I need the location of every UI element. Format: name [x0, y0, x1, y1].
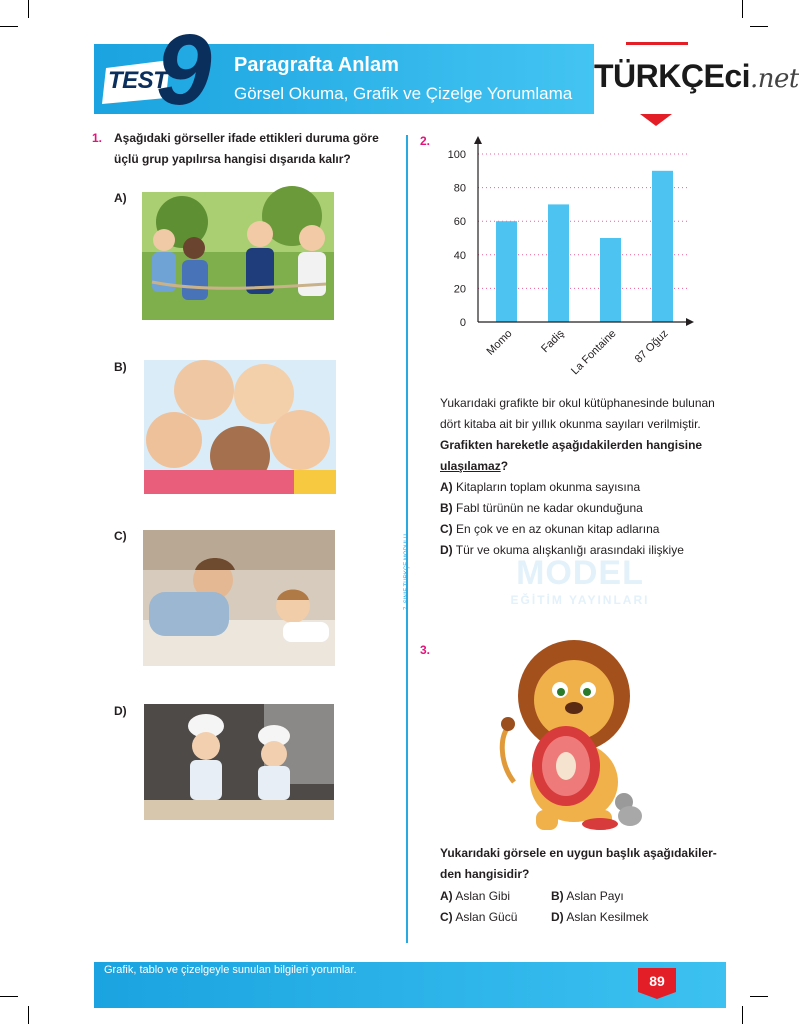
- crop-mark: [750, 996, 768, 997]
- q2-option-b-label: B): [440, 501, 453, 515]
- q2-para-line1: Yukarıdaki grafikte bir okul kütüphanesinde bulunan: [440, 396, 715, 410]
- bar-2: [600, 238, 621, 322]
- y-axis-arrow-icon: [474, 136, 482, 144]
- q3-option-b[interactable]: [551, 886, 721, 907]
- q2-question-line1: Grafikten hareketle aşağıdakilerden hangisine: [440, 438, 703, 452]
- q3-question: [440, 843, 740, 885]
- q3-option-d-label: D): [551, 910, 564, 924]
- logo-accent-bar: [626, 42, 688, 45]
- y-tick-label: 0: [459, 317, 466, 329]
- logo-arrow-icon: [640, 114, 672, 126]
- brand-logo: [594, 58, 799, 95]
- q3-option-a-text: Aslan Gibi: [455, 889, 511, 903]
- crop-mark: [28, 1006, 29, 1024]
- q2-option-d[interactable]: [440, 540, 740, 561]
- x-category-label: 87 Oğuz: [632, 327, 671, 366]
- y-tick-label: 20: [453, 283, 466, 296]
- bar-3: [652, 171, 673, 322]
- q1-option-b-photo[interactable]: [144, 360, 336, 494]
- side-note: 7. SINIF TÜRKÇE MODÜLÜ: [404, 534, 410, 610]
- q3-option-a-label: A): [440, 889, 453, 903]
- crop-mark: [28, 0, 29, 18]
- q3-option-d[interactable]: [551, 907, 721, 928]
- q3-option-c-text: Aslan Gücü: [455, 910, 518, 924]
- page-number: 89: [649, 973, 665, 989]
- page-subtitle: Görsel Okuma, Grafik ve Çizelge Yorumlama: [234, 84, 573, 103]
- q2-question-end: ?: [500, 459, 509, 473]
- q2-question-underlined: ulaşılamaz: [440, 459, 501, 473]
- q3-number: 3.: [420, 643, 431, 657]
- q1-option-c-photo[interactable]: [143, 530, 335, 666]
- footer-objective-text: Grafik, tablo ve çizelgeyle sunulan bilgileri yorumlar.: [104, 964, 357, 976]
- q1-text-line1: Aşağıdaki görseller ifade ettikleri duruma göre: [114, 131, 379, 145]
- q1-option-d-photo[interactable]: [144, 704, 334, 820]
- q2-option-a[interactable]: [440, 477, 740, 498]
- q2-option-b[interactable]: [440, 498, 740, 519]
- q1-text: [114, 128, 394, 170]
- crop-mark: [0, 26, 18, 27]
- q2-para-line2: dört kitaba ait bir yıllık okunma sayıları verilmiştir.: [440, 417, 701, 431]
- test-label: TEST: [108, 67, 168, 94]
- q2-option-d-text: Tür ve okuma alışkanlığı arasındaki ilişkiye: [455, 543, 684, 557]
- q2-option-d-label: D): [440, 543, 453, 557]
- crop-mark: [0, 996, 18, 997]
- y-tick-label: 40: [453, 249, 466, 262]
- q2-option-a-text: Kitapların toplam okunma sayısına: [456, 480, 641, 494]
- q1-text-line2: üçlü grup yapılırsa hangisi dışarıda kalır?: [114, 152, 351, 166]
- q1-option-a-label[interactable]: A): [114, 191, 127, 205]
- q3-question-line1: Yukarıdaki görsele en uygun başlık aşağıdakiler-: [440, 846, 717, 860]
- crop-mark: [750, 26, 768, 27]
- y-tick-label: 100: [447, 149, 466, 161]
- q3-option-d-text: Aslan Kesilmek: [566, 910, 649, 924]
- lion-with-meat-illustration: [494, 632, 654, 838]
- father-son-on-carpet-image: [143, 530, 335, 666]
- q2-option-c[interactable]: [440, 519, 740, 540]
- watermark-big: MODEL: [516, 554, 644, 592]
- q2-paragraph: [440, 393, 730, 477]
- q3-option-b-label: B): [551, 889, 564, 903]
- q2-question-line2: [440, 456, 730, 477]
- q3-option-b-text: Aslan Payı: [566, 889, 624, 903]
- logo-main-text: TÜRKÇEci: [594, 58, 751, 94]
- q1-option-a-photo[interactable]: [142, 192, 334, 320]
- q2-option-c-text: En çok ve en az okunan kitap adlarına: [456, 522, 660, 536]
- q3-option-c-label: C): [440, 910, 453, 924]
- q2-option-b-text: Fabl türünün ne kadar okunduğuna: [456, 501, 643, 515]
- q2-number: 2.: [420, 134, 431, 148]
- bar-1: [548, 204, 569, 322]
- q2-options: [440, 477, 740, 561]
- q1-number: 1.: [92, 131, 103, 145]
- q1-option-d-label[interactable]: D): [114, 704, 127, 718]
- page-title: Paragrafta Anlam: [234, 54, 399, 76]
- bar-0: [496, 221, 517, 322]
- x-category-label: La Fontaine: [569, 327, 619, 378]
- children-baking-image: [144, 704, 334, 820]
- q3-options-right: [551, 886, 721, 928]
- crop-mark: [742, 1006, 743, 1024]
- logo-suffix-text: .net: [750, 64, 799, 94]
- x-category-label: Momo: [484, 327, 515, 358]
- crop-mark: [742, 0, 743, 18]
- x-axis-arrow-icon: [686, 318, 694, 326]
- q2-option-c-label: C): [440, 522, 453, 536]
- y-tick-label: 80: [453, 182, 466, 195]
- q1-option-b-label[interactable]: B): [114, 360, 127, 374]
- test-number: 9: [156, 14, 212, 126]
- tug-of-war-children-image: [142, 192, 334, 320]
- watermark-small: EĞİTİM YAYINLARI: [510, 593, 650, 607]
- y-tick-label: 60: [453, 216, 466, 229]
- reading-count-bar-chart: [420, 136, 710, 396]
- children-huddle-image: [144, 360, 336, 494]
- q1-option-c-label[interactable]: C): [114, 529, 127, 543]
- x-category-label: Fadiş: [539, 327, 567, 356]
- q2-option-a-label: A): [440, 480, 453, 494]
- q3-question-line2: den hangisidir?: [440, 867, 530, 881]
